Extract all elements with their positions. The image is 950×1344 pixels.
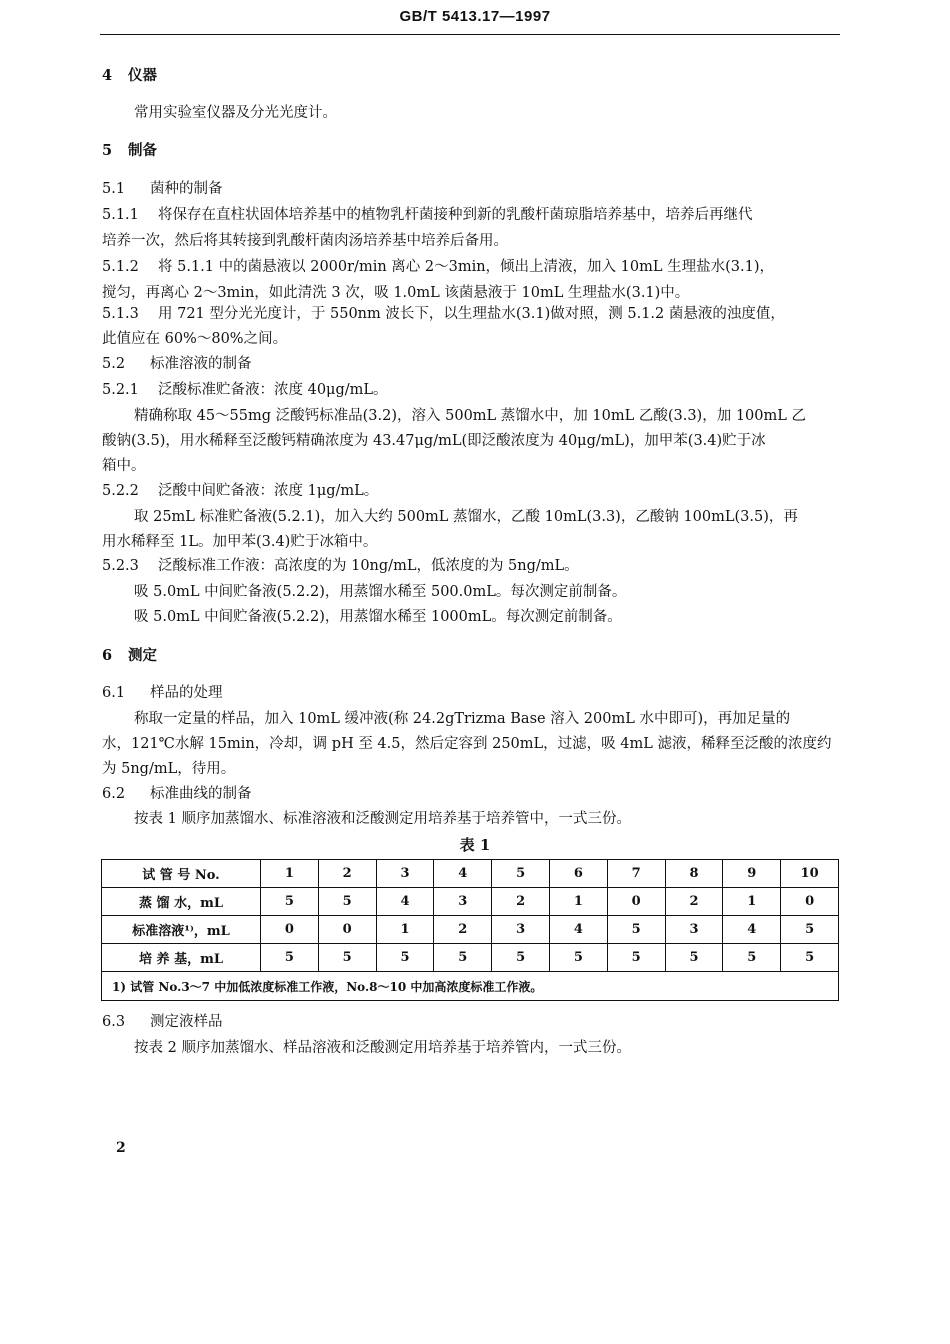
table-row bbox=[102, 916, 839, 944]
section-number: 5.2 bbox=[102, 356, 126, 372]
table-cell: 0 bbox=[607, 888, 665, 916]
table-header-cell: 5 bbox=[492, 860, 550, 888]
clause-number: 5.1.2 bbox=[102, 259, 139, 275]
table-cell: 5 bbox=[607, 944, 665, 972]
table-footnote: 1) 试管 No.3～7 中加低浓度标准工作液，No.8～10 中加高浓度标准工作液。 bbox=[102, 972, 839, 1001]
table-header-cell: 3 bbox=[376, 860, 434, 888]
table-cell: 5 bbox=[376, 944, 434, 972]
paragraph: 箱中。 bbox=[102, 458, 146, 474]
section-number: 6.1 bbox=[102, 685, 126, 701]
table-header-row bbox=[102, 860, 839, 888]
table-cell: 5 bbox=[318, 888, 376, 916]
section-5-heading bbox=[102, 141, 157, 161]
clause-text: 泛酸标准工作液：高浓度的为 10ng/mL，低浓度的为 5ng/mL。 bbox=[158, 558, 579, 574]
section-number: 5.1 bbox=[102, 181, 126, 197]
table-cell: 0 bbox=[261, 916, 319, 944]
table-header-cell: 1 bbox=[261, 860, 319, 888]
table-footnote-row bbox=[102, 972, 839, 1001]
table-cell: 5 bbox=[607, 916, 665, 944]
clause-number: 5.2.2 bbox=[102, 483, 139, 499]
table-cell: 2 bbox=[434, 916, 492, 944]
table-cell: 0 bbox=[781, 888, 839, 916]
clause-text: 将 5.1.1 中的菌悬液以 2000r/min 离心 2～3min，倾出上清液，加入 10mL 生理盐水(3.1)， bbox=[158, 259, 774, 275]
section-title: 菌种的制备 bbox=[150, 181, 223, 197]
clause-5-1-3 bbox=[102, 304, 785, 324]
section-title: 标准溶液的制备 bbox=[150, 356, 252, 372]
paragraph: 搅匀，再离心 2～3min，如此清洗 3 次，吸 1.0mL 该菌悬液于 10mL 生理盐水(3.1)中。 bbox=[102, 285, 690, 301]
table-header-cell: 10 bbox=[781, 860, 839, 888]
table-cell: 5 bbox=[434, 944, 492, 972]
paragraph: 为 5ng/mL，待用。 bbox=[102, 761, 236, 777]
table-cell: 5 bbox=[549, 944, 607, 972]
table-cell: 5 bbox=[492, 944, 550, 972]
section-number: 4 bbox=[102, 67, 113, 84]
section-number: 6.2 bbox=[102, 786, 126, 802]
section-number: 6.3 bbox=[102, 1014, 126, 1030]
table-header-cell: 8 bbox=[665, 860, 723, 888]
table-cell: 1 bbox=[723, 888, 781, 916]
paragraph: 常用实验室仪器及分光光度计。 bbox=[134, 105, 337, 121]
table-cell: 2 bbox=[665, 888, 723, 916]
section-6-2-heading bbox=[102, 784, 252, 804]
clause-5-2-2 bbox=[102, 481, 378, 501]
paragraph: 精确称取 45～55mg 泛酸钙标准品(3.2)，溶入 500mL 蒸馏水中，加 10mL 乙酸(3.3)，加 100mL 乙 bbox=[134, 408, 806, 424]
paragraph: 吸 5.0mL 中间贮备液(5.2.2)，用蒸馏水稀至 1000mL。每次测定前制备。 bbox=[134, 609, 622, 625]
paragraph: 取 25mL 标准贮备液(5.2.1)，加入大约 500mL 蒸馏水，乙酸 10mL(3.3)，乙酸钠 100mL(3.5)，再 bbox=[134, 509, 798, 525]
section-number: 6 bbox=[102, 647, 113, 664]
clause-number: 5.2.3 bbox=[102, 558, 139, 574]
table-cell: 1 bbox=[376, 916, 434, 944]
table-cell: 5 bbox=[723, 944, 781, 972]
section-6-3-heading bbox=[102, 1012, 223, 1032]
page-number: 2 bbox=[116, 1140, 126, 1156]
section-title: 标准曲线的制备 bbox=[150, 786, 252, 802]
clause-5-1-2 bbox=[102, 257, 774, 277]
table-cell: 1 bbox=[549, 888, 607, 916]
clause-5-1-1 bbox=[102, 205, 753, 225]
table-header-cell: 4 bbox=[434, 860, 492, 888]
paragraph: 称取一定量的样品，加入 10mL 缓冲液(称 24.2gTrizma Base 溶入 200mL 水中即可)，再加足量的 bbox=[134, 711, 791, 727]
table-row bbox=[102, 944, 839, 972]
table-cell: 5 bbox=[665, 944, 723, 972]
table-cell: 5 bbox=[261, 888, 319, 916]
section-number: 5 bbox=[102, 142, 113, 159]
section-6-heading bbox=[102, 646, 157, 666]
table-cell: 5 bbox=[781, 944, 839, 972]
clause-5-2-3 bbox=[102, 556, 579, 576]
table-header-cell: 7 bbox=[607, 860, 665, 888]
table-header-label: 试 管 号 No. bbox=[102, 860, 261, 888]
section-5-2-heading bbox=[102, 354, 252, 374]
clause-number: 5.1.1 bbox=[102, 207, 139, 223]
table-cell: 4 bbox=[549, 916, 607, 944]
standard-number-header: GB/T 5413.17—1997 bbox=[399, 8, 551, 25]
paragraph: 酸钠(3.5)，用水稀释至泛酸钙精确浓度为 43.47μg/mL(即泛酸浓度为 40μg/mL)，加甲苯(3.4)贮于冰 bbox=[102, 433, 766, 449]
clause-number: 5.2.1 bbox=[102, 382, 139, 398]
section-title: 测定 bbox=[128, 647, 157, 664]
paragraph: 培养一次，然后将其转接到乳酸杆菌肉汤培养基中培养后备用。 bbox=[102, 233, 508, 249]
paragraph: 此值应在 60%～80%之间。 bbox=[102, 331, 288, 347]
section-4-heading bbox=[102, 66, 157, 86]
paragraph: 按表 2 顺序加蒸馏水、样品溶液和泛酸测定用培养基于培养管内，一式三份。 bbox=[134, 1040, 631, 1056]
table-cell: 4 bbox=[376, 888, 434, 916]
header-rule bbox=[100, 34, 840, 35]
paragraph: 水，121℃水解 15min，冷却，调 pH 至 4.5，然后定容到 250mL，过滤，吸 4mL 滤液，稀释至泛酸的浓度约 bbox=[102, 736, 832, 752]
section-title: 仪器 bbox=[128, 67, 157, 84]
row-label: 蒸 馏 水，mL bbox=[102, 888, 261, 916]
table-cell: 3 bbox=[665, 916, 723, 944]
section-title: 样品的处理 bbox=[150, 685, 223, 701]
table-1 bbox=[101, 859, 839, 1001]
clause-5-2-1 bbox=[102, 380, 388, 400]
table-cell: 5 bbox=[261, 944, 319, 972]
section-5-1-heading bbox=[102, 179, 223, 199]
clause-number: 5.1.3 bbox=[102, 306, 139, 322]
paragraph: 吸 5.0mL 中间贮备液(5.2.2)，用蒸馏水稀至 500.0mL。每次测定前制备。 bbox=[134, 584, 627, 600]
section-title: 测定液样品 bbox=[150, 1014, 223, 1030]
table-header-cell: 6 bbox=[549, 860, 607, 888]
table-cell: 0 bbox=[318, 916, 376, 944]
table-header-cell: 9 bbox=[723, 860, 781, 888]
table-cell: 5 bbox=[781, 916, 839, 944]
section-title: 制备 bbox=[128, 142, 157, 159]
clause-text: 泛酸中间贮备液：浓度 1μg/mL。 bbox=[158, 483, 379, 499]
row-label: 标准溶液¹⁾，mL bbox=[102, 916, 261, 944]
table-cell: 3 bbox=[434, 888, 492, 916]
section-6-1-heading bbox=[102, 683, 223, 703]
table-header-cell: 2 bbox=[318, 860, 376, 888]
clause-text: 用 721 型分光光度计，于 550nm 波长下，以生理盐水(3.1)做对照，测 5.1.2 菌悬液的浊度值， bbox=[158, 306, 785, 322]
row-label: 培 养 基，mL bbox=[102, 944, 261, 972]
table-row bbox=[102, 888, 839, 916]
table-cell: 2 bbox=[492, 888, 550, 916]
paragraph: 用水稀释至 1L。加甲苯(3.4)贮于冰箱中。 bbox=[102, 534, 378, 550]
paragraph: 按表 1 顺序加蒸馏水、标准溶液和泛酸测定用培养基于培养管中，一式三份。 bbox=[134, 811, 631, 827]
table-cell: 3 bbox=[492, 916, 550, 944]
table-cell: 4 bbox=[723, 916, 781, 944]
table-caption: 表 1 bbox=[459, 836, 491, 854]
table-cell: 5 bbox=[318, 944, 376, 972]
clause-text: 将保存在直柱状固体培养基中的植物乳杆菌接种到新的乳酸杆菌琼脂培养基中，培养后再继代 bbox=[158, 207, 753, 223]
clause-text: 泛酸标准贮备液：浓度 40μg/mL。 bbox=[158, 382, 388, 398]
